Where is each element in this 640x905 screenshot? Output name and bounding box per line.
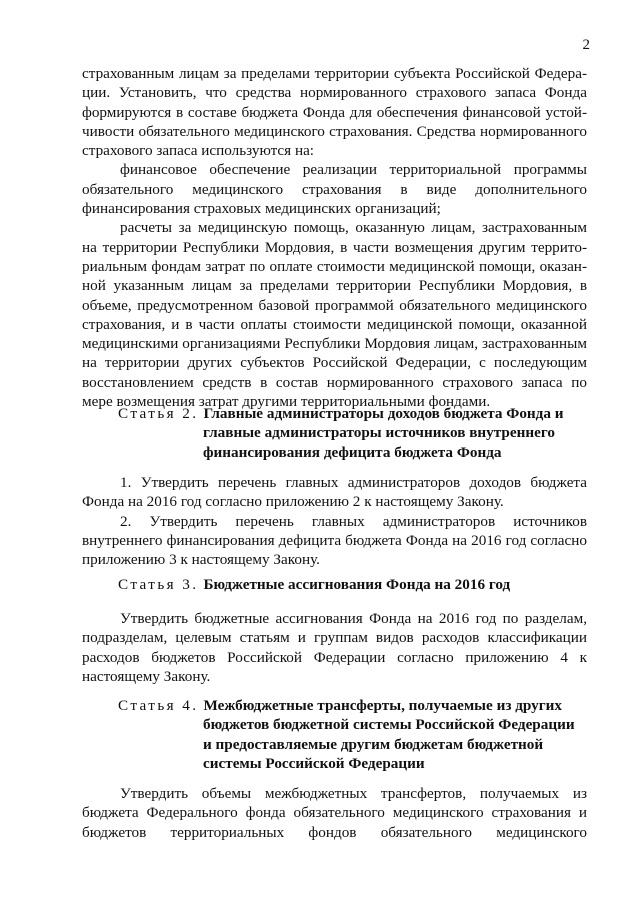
- paragraph-financing: финансовое обеспечение реализации территориальной программы обязательного медицинского страхования в виде дополнительного финансирования страховых медицинских организаций;: [82, 161, 587, 218]
- article-2-item-1: 1. Утвердить перечень главных администраторов доходов бюджета Фонда на 2016 год согласно приложению 2 к настоящему Закону.: [82, 474, 587, 511]
- article-3-title: Бюджетные ассигнования Фонда на 2016 год: [203, 576, 511, 593]
- page-number: 2: [582, 37, 590, 53]
- article-3-body: [82, 609, 587, 686]
- article-2-heading: [118, 404, 588, 462]
- article-3-paragraph: Утвердить бюджетные ассигнования Фонда на 2016 год по разделам, подразделам, целевым статьям и группам видов расходов классификации расходов бюджетов Российской Федерации согласно приложению 4 к настоящему Закону.: [82, 610, 587, 685]
- article-4-title-line2: бюджетов бюджетной системы Российской Федерации: [203, 716, 575, 734]
- article-4-heading: [118, 696, 588, 773]
- article-4-label: Статья 4.: [118, 697, 199, 714]
- paragraph-settlements: расчеты за медицинскую помощь, оказанную лицам, застрахованным на территории Республики Мордовия, в части возмещения другим территориальным фондам затрат по оплате стоимости медицинской помощи, оказанной указанным лицам за пределами территории Республики Мордовия, в объеме, предусмотренном базовой программой обязательного медицинского страхования, и в части оплаты стоимости медицинской помощи, оказанной медицинскими организациями Республики Мордовия лицам, застрахованным на территории других субъектов Российской Федерации, с последующим восстановлением средств в состав нормированного страхового запаса по мере возмещения затрат другими территориальными фондами.: [82, 219, 587, 411]
- article-2-title-line2: главные администраторы источников внутреннего: [203, 424, 555, 442]
- article-4-body: [82, 784, 587, 842]
- article-2-title-line1: Главные администраторы доходов бюджета Фонда и: [203, 405, 564, 422]
- article-4-title-line4: системы Российской Федерации: [203, 754, 425, 772]
- top-text-block: [82, 64, 587, 411]
- paragraph-continuation: страхованным лицам за пределами территории субъекта Российской Федерации. Установить, что средства нормированного страхового запаса Фонда формируются в составе бюджета Фонда для обеспечения финансовой устойчивости обязательного медицинского страхования. Средства нормированного страхового запаса используются на:: [82, 65, 587, 160]
- article-4-paragraph: Утвердить объемы межбюджетных трансфертов, получаемых из бюджета Федерального фонда обязательного медицинского страхования и бюджетов территориальных фондов обязательного медицинского: [82, 785, 587, 841]
- article-2-body: [82, 473, 587, 569]
- article-2-title-line3: финансирования дефицита бюджета Фонда: [203, 443, 502, 461]
- article-3-label: Статья 3.: [118, 576, 199, 593]
- article-3-heading: [118, 575, 588, 594]
- article-4-title-line1: Межбюджетные трансферты, получаемые из других: [203, 697, 562, 714]
- article-2-item-2: 2. Утвердить перечень главных администраторов источников внутреннего финансирования дефицита бюджета Фонда на 2016 год согласно приложению 3 к настоящему Закону.: [82, 512, 587, 569]
- article-2-label: Статья 2.: [118, 405, 199, 422]
- article-4-title-line3: и предоставляемые другим бюджетам бюджетной: [203, 735, 544, 753]
